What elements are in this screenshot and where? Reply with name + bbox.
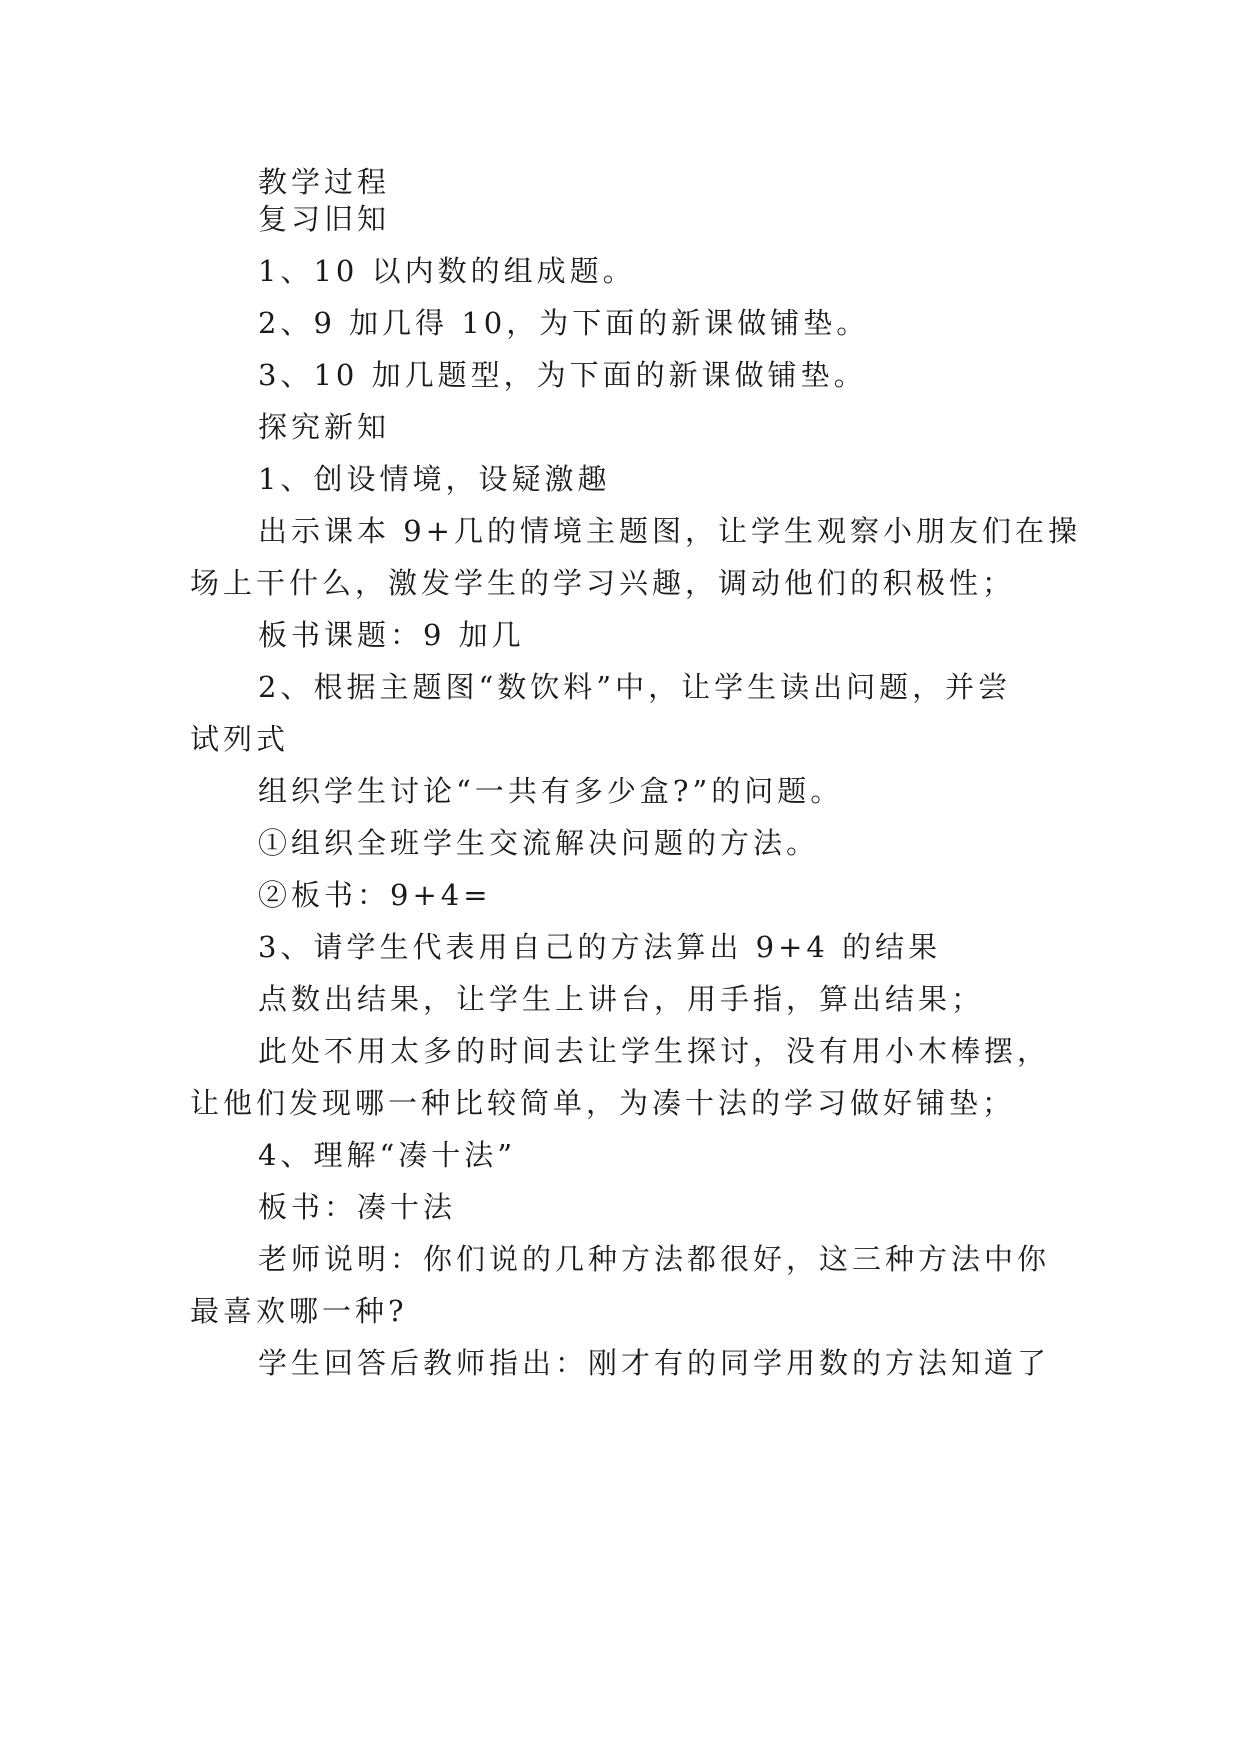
paragraph-line: 此处不用太多的时间去让学生探讨，没有用小木棒摆， — [258, 1034, 1051, 1068]
paragraph-line: 老师说明：你们说的几种方法都很好，这三种方法中你 — [258, 1242, 1051, 1276]
paragraph-line: 最喜欢哪一种? — [190, 1294, 408, 1328]
paragraph-line: ①组织全班学生交流解决问题的方法。 — [258, 826, 820, 860]
paragraph-line: 出示课本 9+几的情境主题图，让学生观察小朋友们在操 — [258, 514, 1081, 548]
heading-teaching-process: 教学过程 — [258, 165, 391, 199]
paragraph-line: 让他们发现哪一种比较简单，为凑十法的学习做好铺垫； — [190, 1086, 1016, 1120]
paragraph-line: 3、请学生代表用自己的方法算出 9+4 的结果 — [258, 930, 942, 964]
paragraph-line: 4、理解“凑十法” — [258, 1138, 517, 1172]
paragraph-line: 点数出结果，让学生上讲台，用手指，算出结果； — [258, 982, 985, 1016]
paragraph-line: 学生回答后教师指出：刚才有的同学用数的方法知道了 — [258, 1346, 1051, 1380]
paragraph-line: 试列式 — [190, 722, 290, 756]
heading-explore: 探究新知 — [258, 410, 391, 444]
paragraph-line: 2、根据主题图“数饮料”中，让学生读出问题，并尝 — [258, 670, 1012, 704]
paragraph-line: 板书：凑十法 — [258, 1190, 457, 1224]
paragraph-line: 1、10 以内数的组成题。 — [258, 254, 636, 288]
paragraph-line: ②板书：9+4= — [258, 878, 492, 912]
paragraph-line: 2、9 加几得 10，为下面的新课做铺垫。 — [258, 306, 870, 340]
paragraph-line: 场上干什么，激发学生的学习兴趣，调动他们的积极性； — [190, 566, 1016, 600]
heading-review: 复习旧知 — [258, 202, 391, 236]
paragraph-line: 板书课题：9 加几 — [258, 618, 525, 652]
paragraph-line: 1、创设情境，设疑激趣 — [258, 462, 611, 496]
paragraph-line: 组织学生讨论“一共有多少盒?”的问题。 — [258, 774, 844, 808]
paragraph-line: 3、10 加几题型，为下面的新课做铺垫。 — [258, 358, 867, 392]
